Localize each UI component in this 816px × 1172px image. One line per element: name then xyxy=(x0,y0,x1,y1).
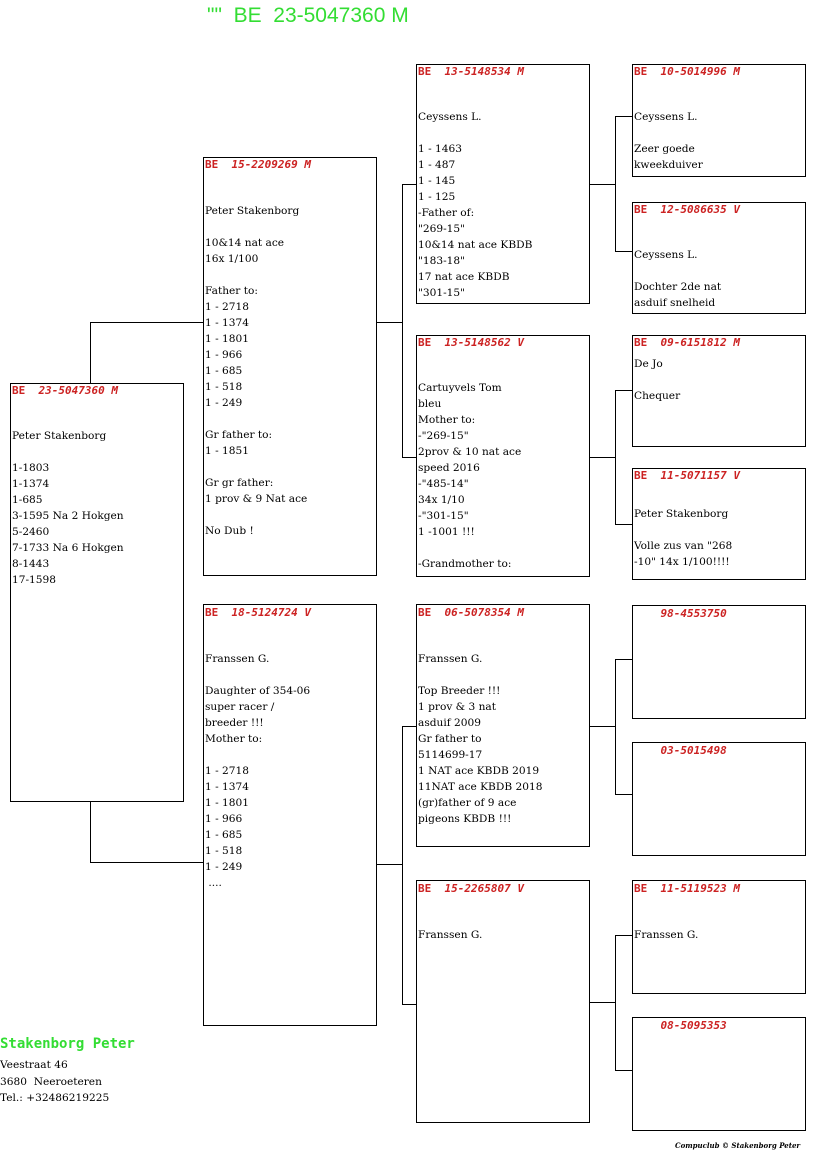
pigeon-card-father[interactable] xyxy=(203,157,377,576)
connector-line xyxy=(402,726,417,727)
pigeon-detail-line: -10" 14x 1/100!!!! xyxy=(634,556,730,568)
pigeon-card-mf[interactable] xyxy=(416,604,590,847)
pigeon-detail-line: De Jo xyxy=(634,358,663,370)
pigeon-detail-line: 16x 1/100 xyxy=(205,253,259,265)
pigeon-detail-line: 17 nat ace KBDB xyxy=(418,271,510,283)
pigeon-detail-line: pigeons KBDB !!! xyxy=(418,813,512,825)
pigeon-detail-line: 5114699-17 xyxy=(418,749,483,761)
pigeon-detail-line: "183-18" xyxy=(418,255,466,267)
pigeon-detail-line xyxy=(205,219,307,235)
pigeon-detail-line: 3-1595 Na 2 Hokgen xyxy=(12,510,124,522)
pigeon-detail-line: 1 - 1801 xyxy=(205,797,250,809)
ring-number: 08-5095353 xyxy=(660,1019,727,1032)
connector-line xyxy=(615,794,633,795)
pigeon-detail-line xyxy=(634,125,703,141)
connector-line xyxy=(615,1070,633,1071)
connector-line xyxy=(90,322,91,383)
connector-line xyxy=(615,935,633,936)
pigeon-detail-line: 1 - 2718 xyxy=(205,301,250,313)
pigeon-detail-line: -"301-15" xyxy=(418,510,469,522)
pigeon-detail-line: 1 prov & 9 Nat ace xyxy=(205,493,308,505)
pigeon-details xyxy=(634,231,721,311)
pigeon-detail-line: -Grandmother to: xyxy=(418,558,512,570)
pigeon-detail-line: Peter Stakenborg xyxy=(205,205,300,217)
pigeon-detail-line: 2prov & 10 nat ace xyxy=(418,446,522,458)
pigeon-detail-line: 1 - 487 xyxy=(418,159,456,171)
pigeon-detail-line: Franssen G. xyxy=(418,929,483,941)
footer-credit: Compuclub © Stakenborg Peter xyxy=(675,1141,801,1150)
pigeon-details xyxy=(418,911,482,943)
pigeon-detail-line: No Dub ! xyxy=(205,525,254,537)
pigeon-detail-line: 1 - 1374 xyxy=(205,781,250,793)
pigeon-card-mfm[interactable] xyxy=(632,742,806,856)
pigeon-detail-line: 1 - 1851 xyxy=(205,445,250,457)
pigeon-detail-line: 1 prov & 3 nat xyxy=(418,701,496,713)
ring-number: BE 12-5086635 V xyxy=(634,203,740,216)
pigeon-card-mm[interactable] xyxy=(416,880,590,1123)
pigeon-detail-line xyxy=(12,412,124,428)
pigeon-detail-line: Gr father to: xyxy=(205,429,273,441)
pigeon-details xyxy=(634,93,703,173)
pigeon-detail-line: Franssen G. xyxy=(418,653,483,665)
pigeon-card-fmm[interactable] xyxy=(632,468,806,580)
pigeon-details xyxy=(418,364,521,572)
pigeon-detail-line: 1 - 1801 xyxy=(205,333,250,345)
pigeon-detail-line: Ceyssens L. xyxy=(418,111,482,123)
pigeon-detail-line: 8-1443 xyxy=(12,558,50,570)
connector-line xyxy=(615,659,616,795)
pigeon-card-ff[interactable] xyxy=(416,64,590,304)
pigeon-detail-line xyxy=(205,267,307,283)
pigeon-detail-line: Ceyssens L. xyxy=(634,111,698,123)
pigeon-card-mother[interactable] xyxy=(203,604,377,1026)
ring-number: BE 15-2265807 V xyxy=(418,882,524,895)
pigeon-detail-line: (gr)father of 9 ace xyxy=(418,797,517,809)
pigeon-detail-line: Franssen G. xyxy=(205,653,270,665)
pigeon-detail-line: super racer / xyxy=(205,701,275,713)
ring-number: BE 06-5078354 M xyxy=(418,606,524,619)
pigeon-detail-line xyxy=(205,459,307,475)
pigeon-card-fmf[interactable] xyxy=(632,335,806,447)
pigeon-detail-line: kweekduiver xyxy=(634,159,703,171)
pigeon-detail-line xyxy=(205,747,310,763)
pigeon-detail-line: Ceyssens L. xyxy=(634,249,698,261)
pigeon-detail-line: 1 - 1374 xyxy=(205,317,250,329)
ring-number: BE 11-5119523 M xyxy=(634,882,740,895)
page-title: "" BE 23-5047360 M xyxy=(207,4,409,27)
pigeon-details xyxy=(418,635,542,827)
pigeon-detail-line: asduif 2009 xyxy=(418,717,481,729)
pigeon-detail-line: Mother to: xyxy=(205,733,263,745)
pigeon-detail-line: 7-1733 Na 6 Hokgen xyxy=(12,542,124,554)
connector-line xyxy=(615,390,616,525)
pigeon-detail-line xyxy=(634,522,732,538)
pigeon-detail-line xyxy=(205,635,310,651)
pigeon-detail-line: 1 NAT ace KBDB 2019 xyxy=(418,765,540,777)
ring-number: 03-5015498 xyxy=(660,744,727,757)
pigeon-detail-line xyxy=(418,125,532,141)
pigeon-detail-line: 1 - 966 xyxy=(205,349,243,361)
pigeon-detail-line: Dochter 2de nat xyxy=(634,281,722,293)
pigeon-detail-line: 1-1374 xyxy=(12,478,50,490)
pigeon-detail-line: 1-1803 xyxy=(12,462,50,474)
pigeon-details xyxy=(205,187,307,539)
pigeon-card-subject[interactable] xyxy=(10,383,184,802)
pigeon-detail-line xyxy=(418,93,532,109)
pigeon-detail-line: 10&14 nat ace xyxy=(205,237,285,249)
pigeon-detail-line: 1 - 145 xyxy=(418,175,456,187)
pigeon-detail-line: Gr father to xyxy=(418,733,482,745)
pigeon-card-mmm[interactable] xyxy=(632,1017,806,1131)
connector-line xyxy=(402,184,403,458)
pigeon-card-mmf[interactable] xyxy=(632,880,806,994)
connector-line xyxy=(615,116,616,252)
connector-line xyxy=(90,862,204,863)
connector-line xyxy=(590,457,616,458)
connector-line xyxy=(377,322,403,323)
pigeon-detail-line: 1 - 249 xyxy=(205,397,243,409)
pigeon-detail-line xyxy=(634,263,721,279)
connector-line xyxy=(615,116,633,117)
pigeon-details xyxy=(12,412,124,588)
pigeon-details xyxy=(418,93,532,301)
pigeon-detail-line: speed 2016 xyxy=(418,462,480,474)
pigeon-detail-line: .... xyxy=(205,877,222,889)
connector-line xyxy=(615,659,633,660)
pigeon-detail-line: 1 - 125 xyxy=(418,191,456,203)
pigeon-detail-line: Daughter of 354-06 xyxy=(205,685,311,697)
pigeon-detail-line: "269-15" xyxy=(418,223,466,235)
pigeon-detail-line: Gr gr father: xyxy=(205,477,274,489)
ring-number: BE 18-5124724 V xyxy=(205,606,311,619)
pigeon-details xyxy=(634,490,732,570)
pigeon-detail-line: 1 - 518 xyxy=(205,381,243,393)
connector-line xyxy=(402,1004,417,1005)
pigeon-detail-line: Cartuyvels Tom xyxy=(418,382,502,394)
ring-number: BE 11-5071157 V xyxy=(634,469,740,482)
pigeon-detail-line xyxy=(205,667,310,683)
pigeon-detail-line xyxy=(205,411,307,427)
pigeon-detail-line: "301-15" xyxy=(418,287,466,299)
pigeon-detail-line: 5-2460 xyxy=(12,526,50,538)
pigeon-detail-line: 10&14 nat ace KBDB xyxy=(418,239,533,251)
pigeon-detail-line: Top Breeder !!! xyxy=(418,685,501,697)
pigeon-detail-line xyxy=(634,93,703,109)
pigeon-detail-line: Chequer xyxy=(634,390,681,402)
breeder-name: Stakenborg Peter xyxy=(0,1036,135,1052)
pigeon-card-fff[interactable] xyxy=(632,64,806,177)
ring-number: BE 10-5014996 M xyxy=(634,65,740,78)
connector-line xyxy=(402,726,403,1005)
connector-line xyxy=(402,184,417,185)
pigeon-detail-line: Franssen G. xyxy=(634,929,699,941)
pigeon-detail-line: 34x 1/10 xyxy=(418,494,465,506)
pigeon-detail-line: bleu xyxy=(418,398,442,410)
pigeon-detail-line: -"269-15" xyxy=(418,430,469,442)
pigeon-detail-line: -"485-14" xyxy=(418,478,469,490)
pigeon-detail-line: Zeer goede xyxy=(634,143,695,155)
pigeon-detail-line: 1-685 xyxy=(12,494,43,506)
pigeon-detail-line xyxy=(634,372,680,388)
breeder-info xyxy=(0,1035,135,1107)
connector-line xyxy=(615,935,616,1071)
pigeon-detail-line: 17-1598 xyxy=(12,574,57,586)
pigeon-detail-line: 1 - 966 xyxy=(205,813,243,825)
ring-number: 98-4553750 xyxy=(660,607,727,620)
connector-line xyxy=(590,184,616,185)
ring-number: BE 09-6151812 M xyxy=(634,336,740,349)
pigeon-card-ffm[interactable] xyxy=(632,202,806,314)
pigeon-detail-line xyxy=(418,667,542,683)
pigeon-card-mff[interactable] xyxy=(632,605,806,719)
pigeon-detail-line: 1 - 1463 xyxy=(418,143,463,155)
breeder-city: 3680 Neeroeteren xyxy=(0,1075,102,1088)
ring-number: BE 13-5148562 V xyxy=(418,336,524,349)
breeder-street: Veestraat 46 xyxy=(0,1059,68,1071)
pigeon-details xyxy=(634,356,680,404)
pigeon-detail-line xyxy=(205,507,307,523)
pigeon-card-fm[interactable] xyxy=(416,335,590,577)
pigeon-detail-line: asduif snelheid xyxy=(634,297,716,309)
pigeon-detail-line xyxy=(634,911,698,927)
pigeon-detail-line: breeder !!! xyxy=(205,717,264,729)
pigeon-detail-line xyxy=(418,911,482,927)
pigeon-detail-line: Volle zus van "268 xyxy=(634,540,733,552)
connector-line xyxy=(377,864,403,865)
pigeon-detail-line: 1 - 685 xyxy=(205,829,243,841)
pigeon-detail-line: 11NAT ace KBDB 2018 xyxy=(418,781,543,793)
pigeon-detail-line xyxy=(418,540,521,556)
pigeon-detail-line xyxy=(418,364,521,380)
pigeon-detail-line: 1 - 2718 xyxy=(205,765,250,777)
connector-line xyxy=(590,726,616,727)
pigeon-details xyxy=(205,635,310,891)
ring-number: BE 15-2209269 M xyxy=(205,158,311,171)
pigeon-detail-line: Peter Stakenborg xyxy=(12,430,107,442)
breeder-phone: Tel.: +32486219225 xyxy=(0,1092,110,1104)
pigeon-detail-line: 1 - 685 xyxy=(205,365,243,377)
pigeon-detail-line xyxy=(634,490,732,506)
pigeon-detail-line xyxy=(634,231,721,247)
connector-line xyxy=(402,457,417,458)
pigeon-detail-line: 1 - 249 xyxy=(205,861,243,873)
connector-line xyxy=(90,802,91,863)
connector-line xyxy=(615,524,633,525)
ring-number: BE 13-5148534 M xyxy=(418,65,524,78)
pigeon-detail-line xyxy=(205,187,307,203)
pigeon-detail-line: 1 -1001 !!! xyxy=(418,526,475,538)
pigeon-detail-line: 1 - 518 xyxy=(205,845,243,857)
connector-line xyxy=(590,1002,616,1003)
pigeon-detail-line xyxy=(12,444,124,460)
connector-line xyxy=(90,322,204,323)
pigeon-detail-line xyxy=(418,635,542,651)
pigeon-detail-line: -Father of: xyxy=(418,207,475,219)
pigeon-details xyxy=(634,911,698,943)
pigeon-detail-line: Father to: xyxy=(205,285,258,297)
pigeon-detail-line: Peter Stakenborg xyxy=(634,508,729,520)
pigeon-detail-line: Mother to: xyxy=(418,414,476,426)
ring-number: BE 23-5047360 M xyxy=(12,384,118,397)
connector-line xyxy=(615,390,633,391)
connector-line xyxy=(615,251,633,252)
